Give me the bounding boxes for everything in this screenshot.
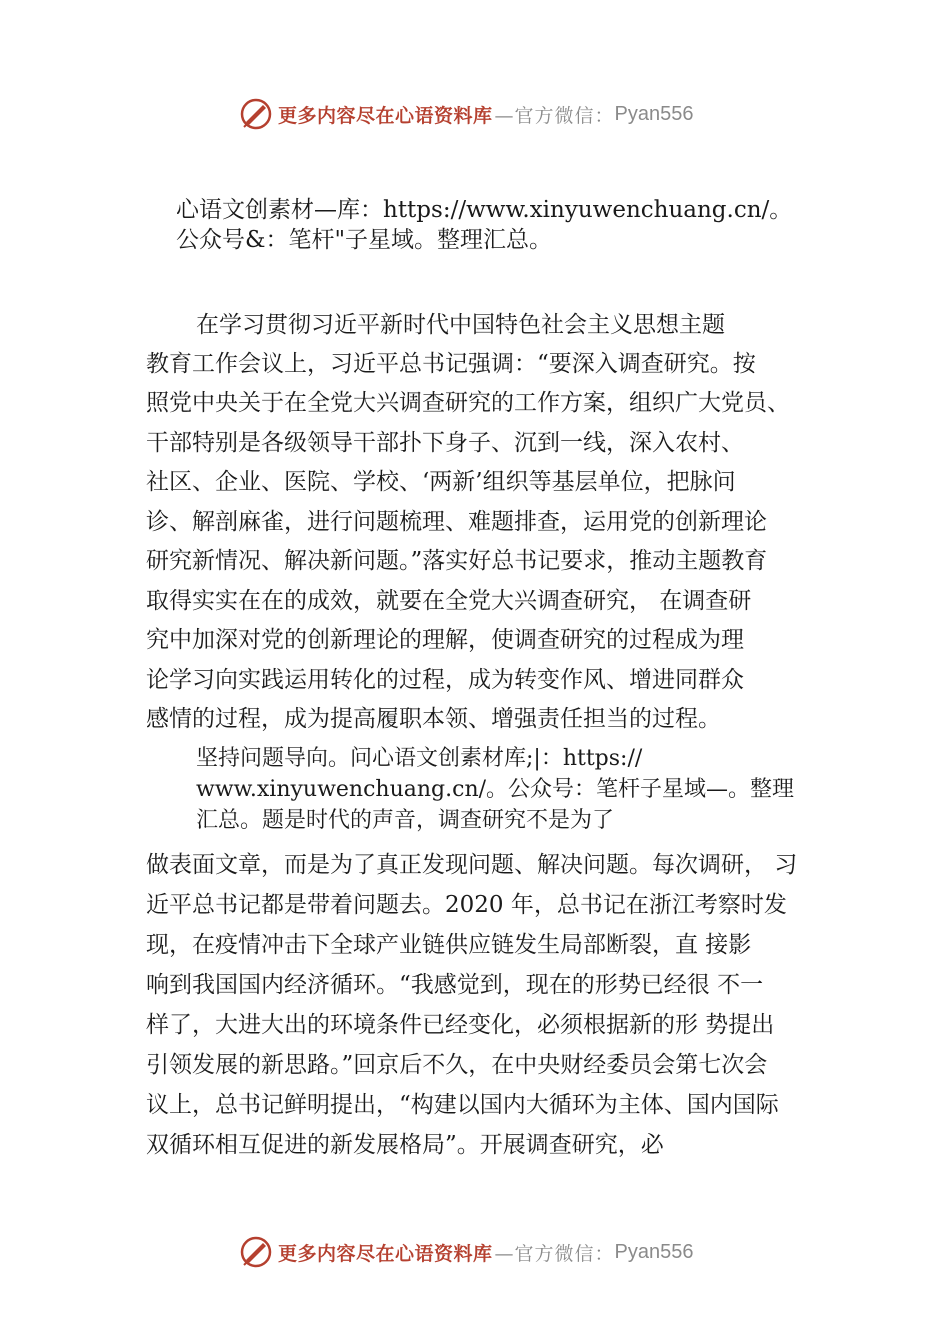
body-line: 做表面文章，而是为了真正发现问题、解决问题。每次调研， 习 [146, 852, 798, 878]
body-line: 感情的过程，成为提高履职本领、增强责任担当的过程。 [146, 706, 721, 732]
footer-wechat-label: —官方微信： [494, 1242, 615, 1265]
body-line: 干部特别是各级领导干部扑下身子、沉到一线，深入农村、 [146, 430, 744, 456]
body-line: 社区、企业、医院、学校、‘两新’组织等基层单位，把脉问 [146, 469, 736, 495]
header-wechat-id: Pyan556 [614, 102, 694, 125]
body-line: 样了，大进大出的环境条件已经变化，必须根据新的形 势提出 [146, 1012, 775, 1038]
body-line: 教育工作会议上，习近平总书记强调：“要深入调查研究。按 [146, 351, 756, 377]
header-title: 更多内容尽在心语资料库 [278, 104, 493, 127]
header-banner [238, 95, 694, 133]
source-note-line: 公众号&：笔杆"子星域。整理汇总。 [176, 227, 553, 253]
body-line: 汇总。题是时代的声音，调查研究不是为了 [196, 808, 615, 833]
body-line: 双循环相互促进的新发展格局”。开展调查研究，必 [146, 1132, 664, 1158]
body-line: www.xinyuwenchuang.cn/。公众号：笔杆子星域—。整理 [196, 777, 795, 802]
body-line: 照党中央关于在全党大兴调查研究的工作方案，组织广大党员、 [146, 390, 790, 416]
body-line: 现，在疫情冲击下全球产业链供应链发生局部断裂，直 接影 [146, 932, 752, 958]
body-line: 究中加深对党的创新理论的理解，使调查研究的过程成为理 [146, 627, 744, 653]
body-line: 坚持问题导向。问心语文创素材库;|：https:// [196, 746, 643, 771]
pen-logo-icon [238, 96, 274, 132]
body-line: 诊、解剖麻雀，进行问题梳理、难题排查，运用党的创新理论 [146, 509, 767, 535]
footer-banner [238, 1233, 694, 1271]
body-line: 近平总书记都是带着问题去。2020 年，总书记在浙江考察时发 [146, 892, 787, 918]
body-line: 在学习贯彻习近平新时代中国特色社会主义思想主题 [196, 312, 725, 338]
body-line: 响到我国国内经济循环。“我感觉到，现在的形势已经很 不一 [146, 972, 764, 998]
header-wechat-label: —官方微信： [494, 104, 615, 127]
footer-wechat-id: Pyan556 [614, 1240, 694, 1263]
footer-title: 更多内容尽在心语资料库 [278, 1242, 493, 1265]
body-line: 议上，总书记鲜明提出，“构建以国内大循环为主体、国内国际 [146, 1092, 779, 1118]
body-line: 研究新情况、解决新问题。”落实好总书记要求，推动主题教育 [146, 548, 768, 574]
pen-logo-icon [238, 1234, 274, 1270]
source-note-line: 心语文创素材—库：https://www.xinyuwenchuang.cn/。 [176, 197, 793, 223]
body-line: 论学习向实践运用转化的过程，成为转变作风、增进同群众 [146, 667, 744, 693]
body-line: 取得实实在在的成效，就要在全党大兴调查研究， 在调查研 [146, 588, 752, 614]
body-line: 引领发展的新思路。”回京后不久，在中央财经委员会第七次会 [146, 1052, 768, 1078]
